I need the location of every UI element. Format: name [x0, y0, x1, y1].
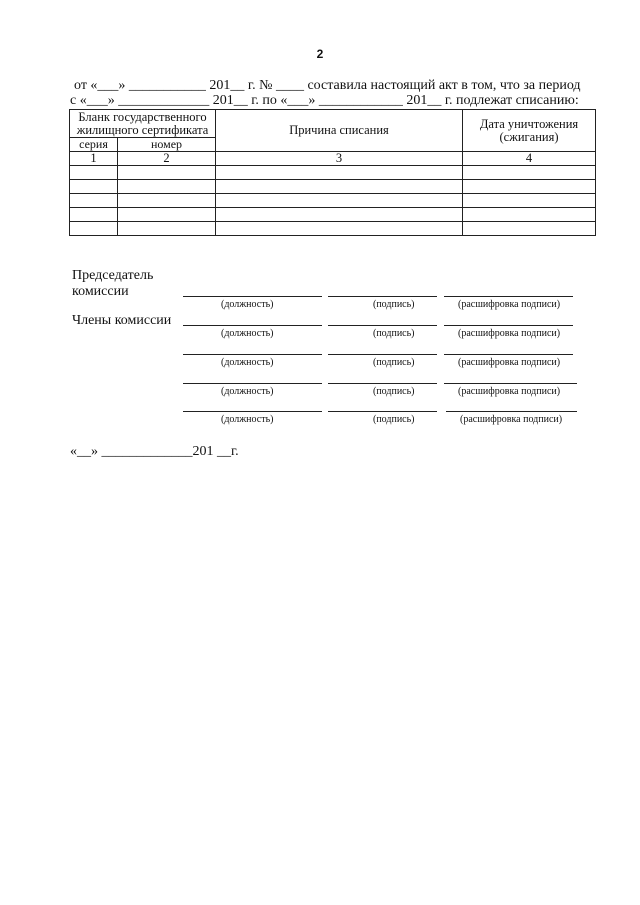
decoding-line	[446, 411, 577, 412]
col-number-2: 2	[118, 152, 216, 166]
table-row	[70, 194, 596, 208]
chairman-label: Председатель комиссии	[72, 268, 154, 299]
caption-decoding: (расшифровка подписи)	[458, 299, 561, 310]
caption-signature: (подпись)	[373, 357, 415, 368]
write-off-table	[69, 109, 596, 236]
caption-position: (должность)	[221, 414, 274, 425]
decoding-line	[444, 354, 573, 355]
caption-signature: (подпись)	[373, 328, 415, 339]
signature-line	[328, 296, 437, 297]
signature-row-member	[0, 354, 640, 372]
header-series: серия	[70, 138, 118, 152]
signature-row-member	[0, 411, 640, 429]
intro-line-1: от «___» ___________ 201__ г. № ____ составила настоящий акт в том, что за период	[74, 78, 581, 93]
position-line	[183, 354, 322, 355]
caption-signature: (подпись)	[373, 414, 415, 425]
position-line	[183, 296, 322, 297]
header-certificate: Бланк государственного жилищного сертификата	[70, 110, 216, 138]
col-number-3: 3	[216, 152, 463, 166]
caption-position: (должность)	[221, 328, 274, 339]
members-label: Члены комиссии	[72, 313, 172, 328]
caption-position: (должность)	[221, 299, 274, 310]
caption-decoding: (расшифровка подписи)	[458, 328, 561, 339]
header-reason: Причина списания	[216, 110, 463, 152]
signature-line	[328, 325, 437, 326]
position-line	[183, 325, 322, 326]
decoding-line	[444, 325, 573, 326]
col-number-1: 1	[70, 152, 118, 166]
table-row	[70, 180, 596, 194]
caption-signature: (подпись)	[373, 386, 415, 397]
table-row	[70, 222, 596, 236]
table-row	[70, 166, 596, 180]
signature-row-chairman	[0, 296, 640, 314]
signature-row-member	[0, 383, 640, 401]
column-number-row	[70, 152, 596, 166]
decoding-line	[444, 383, 577, 384]
signature-line	[328, 383, 437, 384]
caption-position: (должность)	[221, 357, 274, 368]
signature-line	[328, 411, 437, 412]
caption-position: (должность)	[221, 386, 274, 397]
caption-decoding: (расшифровка подписи)	[458, 386, 561, 397]
position-line	[183, 383, 322, 384]
position-line	[183, 411, 322, 412]
col-number-4: 4	[463, 152, 596, 166]
act-date: «__» _____________201 __г.	[70, 444, 239, 459]
header-destruction-date: Дата уничтожения (сжигания)	[463, 110, 596, 152]
caption-decoding: (расшифровка подписи)	[460, 414, 563, 425]
decoding-line	[444, 296, 573, 297]
table-row	[70, 208, 596, 222]
intro-line-2: с «___» _____________ 201__ г. по «___» ____________ 201__ г. подлежат списанию:	[70, 93, 579, 108]
caption-signature: (подпись)	[373, 299, 415, 310]
caption-decoding: (расшифровка подписи)	[458, 357, 561, 368]
header-number: номер	[118, 138, 216, 152]
signature-line	[328, 354, 437, 355]
signature-row-member	[0, 325, 640, 343]
page-number: 2	[316, 47, 324, 61]
